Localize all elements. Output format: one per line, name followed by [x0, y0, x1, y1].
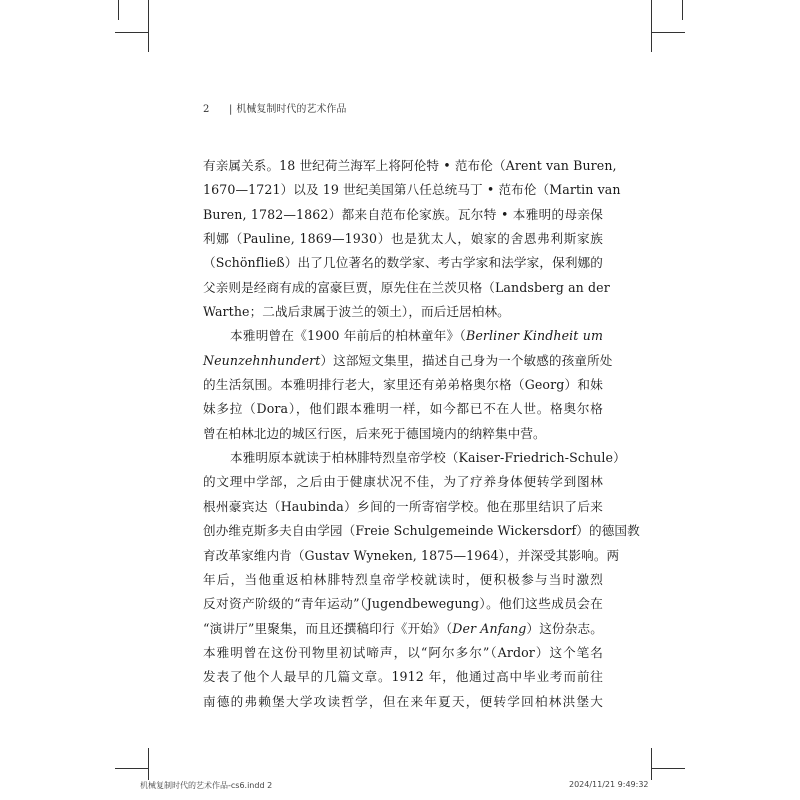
text-line: 创办维克斯多夫自由学园（Freie Schulgemeinde Wickersdorf）的德国教 — [203, 523, 640, 539]
text-line: 曾在柏林北边的城区行医，后来死于德国境内的纳粹集中营。 — [203, 425, 546, 441]
crop-mark-bottom-left — [148, 748, 149, 780]
text-line: Warthe；二战后隶属于波兰的领土），而后迁居柏林。 — [203, 304, 510, 320]
crop-mark-top-right — [651, 0, 652, 52]
text-line: 妹多拉（Dora），他们跟本雅明一样，如今都已不在人世。格奥尔格 — [203, 401, 603, 417]
book-title: 机械复制时代的艺术作品 — [236, 104, 347, 115]
text-line: （Schönfließ）出了几位著名的数学家、考古学家和法学家，保利娜的 — [203, 255, 603, 271]
crop-mark-top-right-inner — [682, 0, 683, 20]
crop-mark-bottom-left-h — [115, 768, 148, 769]
paragraph-first-line: 本雅明曾在《1900 年前后的柏林童年》（Berliner Kindheit um — [230, 328, 603, 344]
text-line: 利娜（Pauline, 1869—1930）也是犹太人，娘家的舍恩弗利斯家族 — [203, 231, 603, 247]
slug-filename: 机械复制时代的艺术作品-cs6.indd 2 — [140, 781, 273, 790]
crop-mark-top-right-h — [651, 32, 685, 33]
text-line: 发表了他个人最早的几篇文章。1912 年，他通过高中毕业考而前往 — [203, 669, 603, 685]
crop-mark-top-left-inner — [118, 0, 119, 20]
slug-datetime: 2024/11/21 9:49:32 — [569, 780, 649, 789]
crop-mark-top-left — [148, 0, 149, 52]
text-line: 本雅明曾在这份刊物里初试啼声，以“阿尔多尔”（Ardor）这个笔名 — [203, 644, 603, 660]
crop-mark-bottom-right — [651, 748, 652, 780]
body-text — [203, 154, 640, 714]
text-line: 年后，当他重返柏林腓特烈皇帝学校就读时，便积极参与当时激烈 — [203, 571, 603, 587]
text-line: Neunzehnhundert）这部短文集里，描述自己身为一个敏感的孩童所处 — [203, 352, 613, 368]
page-number: 2 — [203, 104, 210, 115]
text-line: 1670—1721）以及 19 世纪美国第八任总统马丁 • 范布伦（Martin van — [203, 182, 621, 198]
text-line: 父亲则是经商有成的富豪巨贾，原先住在兰茨贝格（Landsberg an der — [203, 279, 610, 295]
text-line: 有亲属关系。18 世纪荷兰海军上将阿伦特 • 范布伦（Arent van Buren, — [203, 158, 617, 173]
text-line: 的文理中学部，之后由于健康状况不佳，为了疗养身体便转学到图林 — [203, 474, 603, 490]
header-separator: | — [229, 104, 233, 115]
text-line: 反对资产阶级的“青年运动”（Jugendbewegung）。他们这些成员会在 — [203, 596, 603, 612]
crop-mark-top-left-h — [115, 32, 148, 33]
crop-mark-bottom-right-h — [651, 768, 685, 769]
running-head — [203, 100, 346, 115]
text-line: Buren, 1782—1862）都来自范布伦家族。瓦尔特 • 本雅明的母亲保 — [203, 206, 603, 222]
text-line: 育改革家维内肯（Gustav Wyneken, 1875—1964），并深受其影响。两 — [203, 547, 620, 563]
paragraph-first-line: 本雅明原本就读于柏林腓特烈皇帝学校（Kaiser-Friedrich-Schule） — [230, 450, 626, 466]
text-line: 南德的弗赖堡大学攻读哲学，但在来年夏天，便转学回柏林洪堡大 — [203, 693, 603, 709]
text-line: 根州豪宾达（Haubinda）乡间的一所寄宿学校。他在那里结识了后来 — [203, 498, 603, 514]
text-line: 的生活氛围。本雅明排行老大，家里还有弟弟格奥尔格（Georg）和妹 — [203, 377, 603, 393]
text-line: “演讲厅”里聚集，而且还撰稿印行《开始》（Der Anfang）这份杂志。 — [203, 620, 603, 636]
